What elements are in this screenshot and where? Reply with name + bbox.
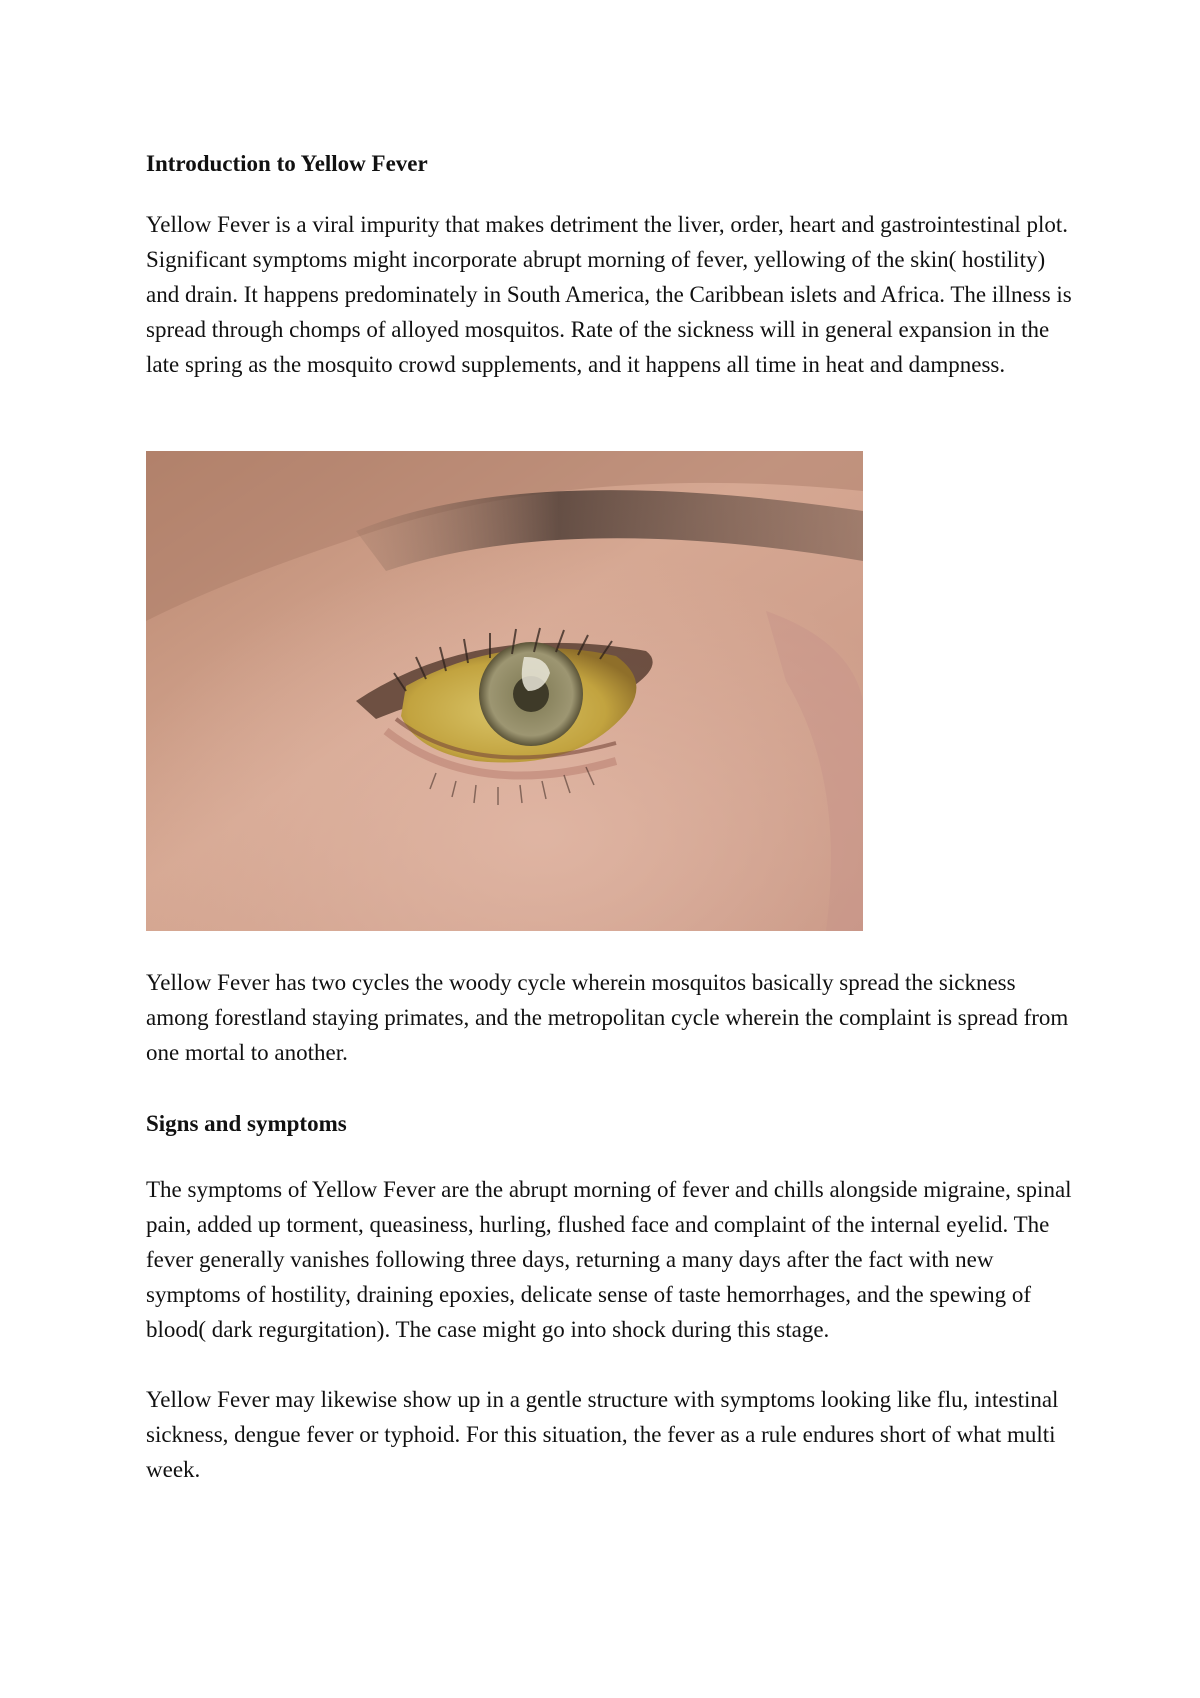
cycles-paragraph: Yellow Fever has two cycles the woody cycle wherein mosquitos basically spread the sickness among forestland staying primates, and the metropolitan cycle wherein the complaint is spread from one mortal to another. xyxy=(146,970,1069,1065)
mild-form-paragraph: Yellow Fever may likewise show up in a gentle structure with symptoms looking like flu, intestinal sickness, dengue fever or typhoid. For this situation, the fever as a rule endures short of what multi week. xyxy=(146,1387,1059,1482)
signs-heading: Signs and symptoms xyxy=(146,1111,347,1136)
intro-paragraph: Yellow Fever is a viral impurity that makes detriment the liver, order, heart and gastrointestinal plot. Significant symptoms might incorporate abrupt morning of fever, yellowing of the skin( hostility) and drain. It happens predominately in South America, the Caribbean islets and Africa. The illness is spread through chomps of alloyed mosquitos. Rate of the sickness will in general expansion in the late spring as the mosquito crowd supplements, and it happens all time in heat and dampness. xyxy=(146,212,1072,377)
yellow-eye-photo xyxy=(146,451,863,931)
symptoms-paragraph: The symptoms of Yellow Fever are the abrupt morning of fever and chills alongside migraine, spinal pain, added up torment, queasiness, hurling, flushed face and complaint of the internal eyelid. The fever generally vanishes following three days, returning a many days after the fact with new symptoms of hostility, draining epoxies, delicate sense of taste hemorrhages, and the spewing of blood( dark regurgitation). The case might go into shock during this stage. xyxy=(146,1177,1072,1342)
intro-heading: Introduction to Yellow Fever xyxy=(146,151,428,176)
